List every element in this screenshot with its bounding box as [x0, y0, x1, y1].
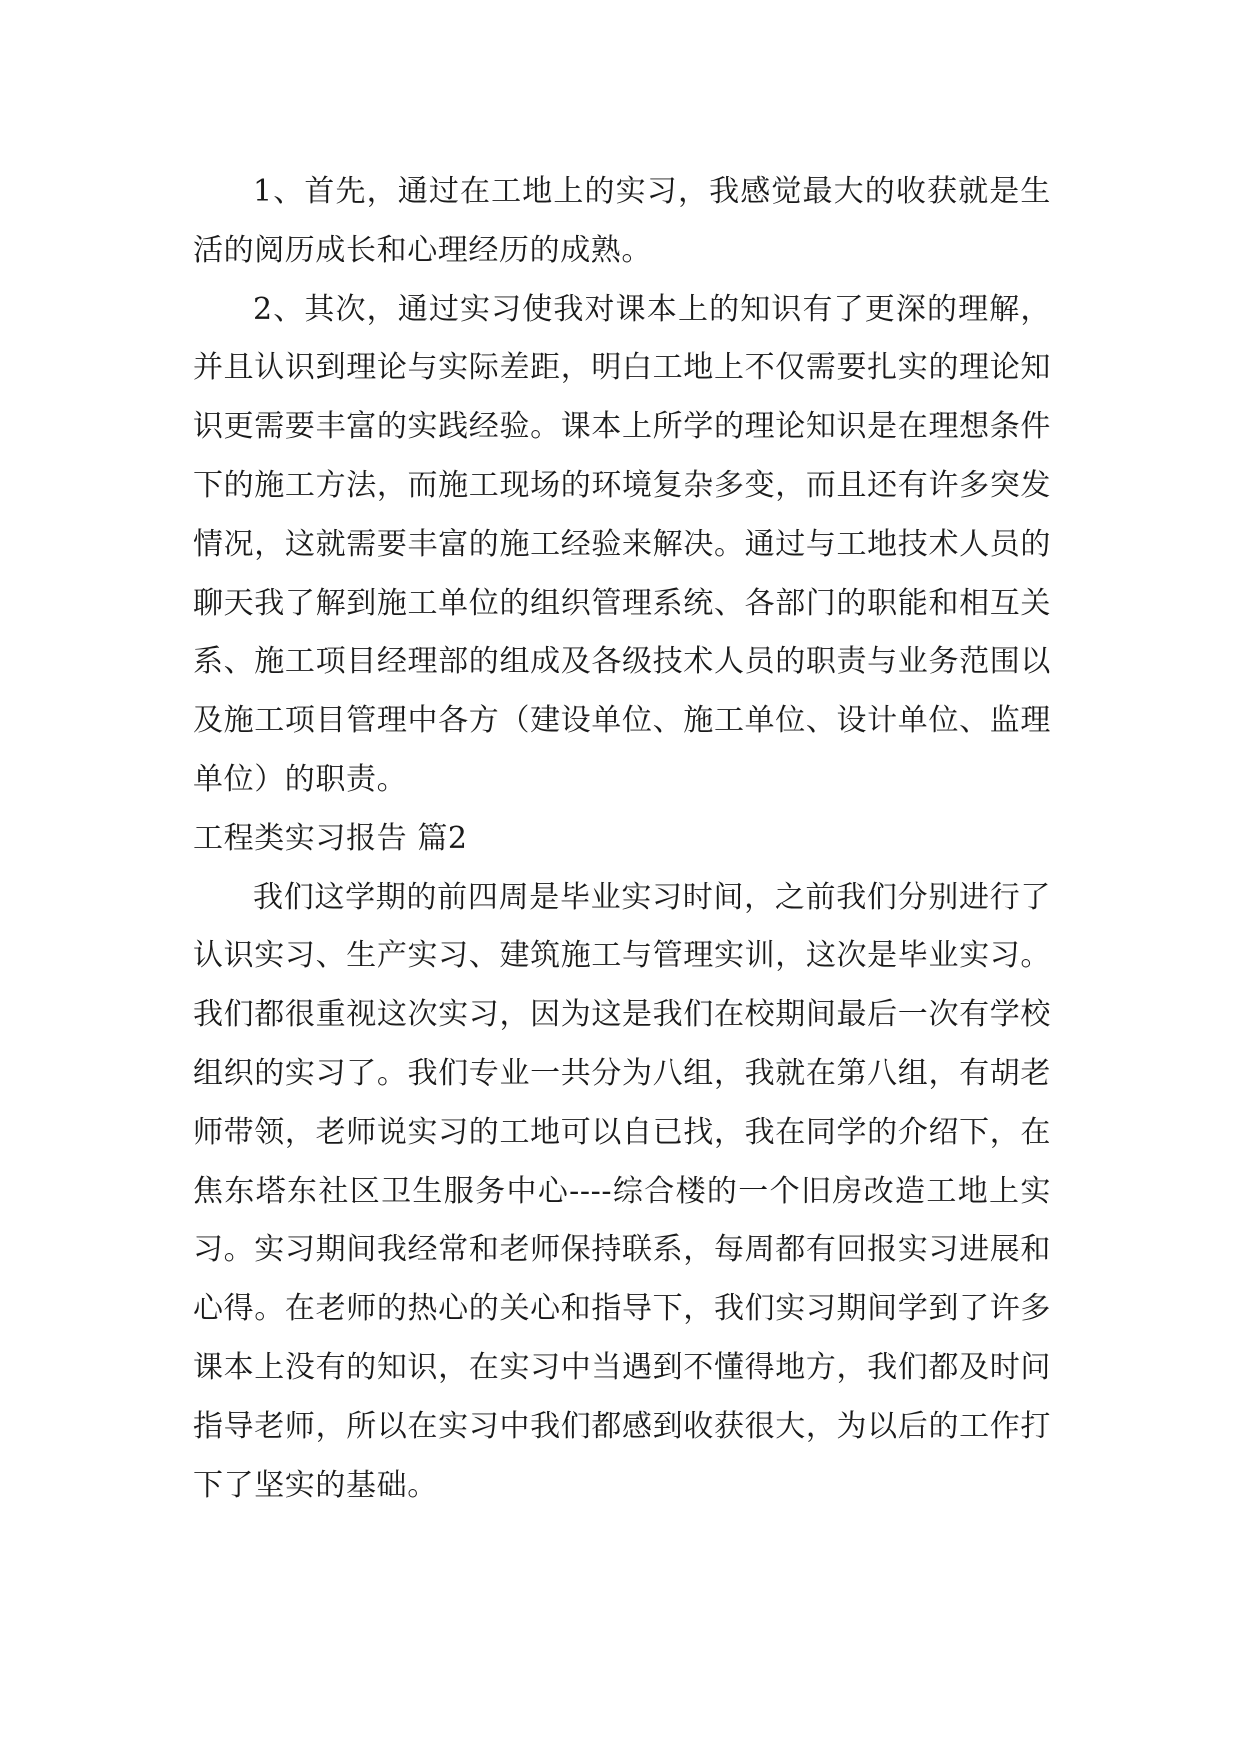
paragraph-1: 1、首先，通过在工地上的实习，我感觉最大的收获就是生活的阅历成长和心理经历的成熟。: [193, 174, 1051, 268]
document-body: [193, 163, 1051, 1515]
paragraph-2: 2、其次，通过实习使我对课本上的知识有了更深的理解，并且认识到理论与实际差距，明白工地上不仅需要扎实的理论知识更需要丰富的实践经验。课本上所学的理论知识是在理想条件下的施工方法，而施工现场的环境复杂多变，而且还有许多突发情况，这就需要丰富的施工经验来解决。通过与工地技术人员的聊天我了解到施工单位的组织管理系统、各部门的职能和相互关系、施工项目经理部的组成及各级技术人员的职责与业务范围以及施工项目管理中各方（建设单位、施工单位、设计单位、监理单位）的职责。: [193, 291, 1051, 797]
paragraph-3: 我们这学期的前四周是毕业实习时间，之前我们分别进行了认识实习、生产实习、建筑施工与管理实训，这次是毕业实习。我们都很重视这次实习，因为这是我们在校期间最后一次有学校组织的实习了。我们专业一共分为八组，我就在第八组，有胡老师带领，老师说实习的工地可以自已找，我在同学的介绍下，在焦东塔东社区卫生服务中心----综合楼的一个旧房改造工地上实习。实习期间我经常和老师保持联系，每周都有回报实习进展和心得。在老师的热心的关心和指导下，我们实习期间学到了许多课本上没有的知识，在实习中当遇到不懂得地方，我们都及时问指导老师，所以在实习中我们都感到收获很大，为以后的工作打下了坚实的基础。: [193, 879, 1051, 1503]
section-heading: 工程类实习报告 篇2: [193, 820, 468, 856]
